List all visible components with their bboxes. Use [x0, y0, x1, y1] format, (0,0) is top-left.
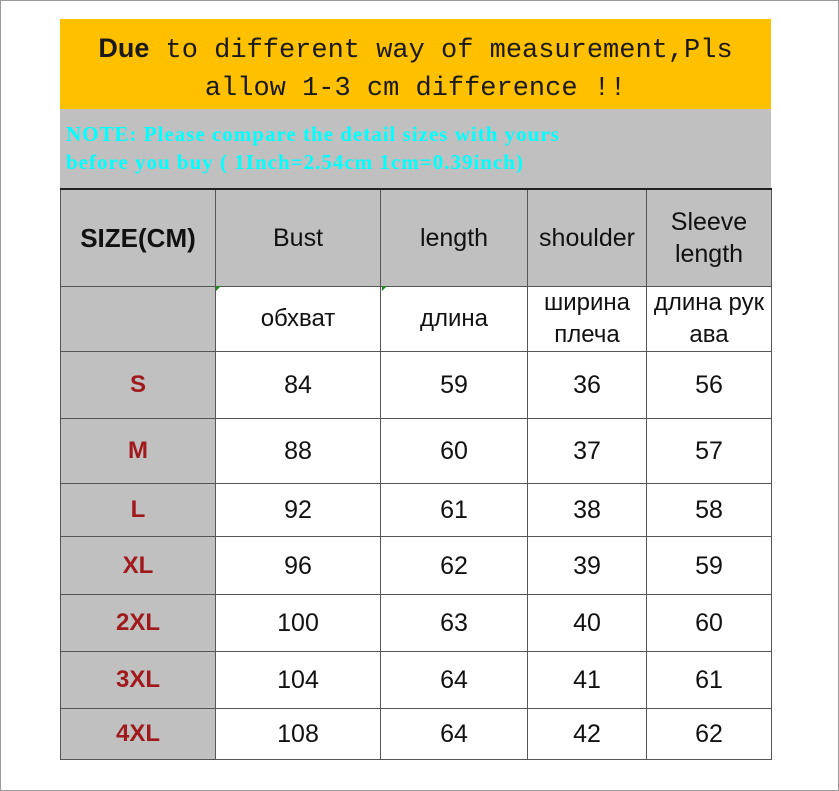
shoulder-value: 38: [528, 484, 647, 537]
table-row: [61, 419, 772, 484]
banner-lead-word: Due: [98, 33, 150, 63]
length-value: 64: [381, 709, 528, 760]
shoulder-value: 37: [528, 419, 647, 484]
bust-value: 92: [216, 484, 381, 537]
sleeve-length-value: 59: [647, 537, 772, 595]
length-value: 61: [381, 484, 528, 537]
table-row: [61, 652, 772, 709]
bust-value: 104: [216, 652, 381, 709]
russian-sleeve-length-text: длина рукава: [653, 289, 765, 348]
header-sleeve-length: [647, 189, 772, 287]
table-row: [61, 484, 772, 537]
russian-length: длина: [381, 287, 528, 352]
sleeve-length-value: 57: [647, 419, 772, 484]
shoulder-value: 36: [528, 352, 647, 419]
note-line-2: before you buy ( 1Inch=2.54cm 1cm=0.39inch): [66, 150, 524, 174]
header-bust: Bust: [216, 189, 381, 287]
shoulder-value: 42: [528, 709, 647, 760]
cell-comment-marker: [216, 286, 221, 291]
table-header-row: [61, 189, 772, 287]
shoulder-value: 40: [528, 595, 647, 652]
sleeve-length-value: 58: [647, 484, 772, 537]
header-size: SIZE(CM): [61, 189, 216, 287]
length-value: 64: [381, 652, 528, 709]
length-value: 60: [381, 419, 528, 484]
header-sleeve-length-text: Sleeve length: [670, 208, 748, 268]
table-row: [61, 537, 772, 595]
russian-shoulder-text: ширина плеча: [543, 289, 630, 348]
size-label: 2XL: [61, 595, 216, 652]
size-compare-note: [60, 109, 771, 188]
bust-value: 84: [216, 352, 381, 419]
length-value: 63: [381, 595, 528, 652]
bust-value: 108: [216, 709, 381, 760]
shoulder-value: 39: [528, 537, 647, 595]
header-shoulder: shoulder: [528, 189, 647, 287]
table-row: [61, 352, 772, 419]
table-row: [61, 709, 772, 760]
length-value: 59: [381, 352, 528, 419]
header-length: length: [381, 189, 528, 287]
bust-value: 96: [216, 537, 381, 595]
shoulder-value: 41: [528, 652, 647, 709]
russian-shoulder: [528, 287, 647, 352]
size-label: M: [61, 419, 216, 484]
sleeve-length-value: 60: [647, 595, 772, 652]
size-label: L: [61, 484, 216, 537]
table-row: [61, 595, 772, 652]
sleeve-length-value: 61: [647, 652, 772, 709]
size-table: [60, 188, 772, 760]
banner-line-1-rest: to different way of measurement,Pls: [149, 36, 733, 66]
cell-comment-marker: [382, 286, 387, 291]
size-label: 3XL: [61, 652, 216, 709]
size-label: S: [61, 352, 216, 419]
bust-value: 88: [216, 419, 381, 484]
measurement-warning-banner: [60, 19, 771, 109]
sleeve-length-value: 62: [647, 709, 772, 760]
size-label: XL: [61, 537, 216, 595]
banner-line-2: allow 1-3 cm difference !!: [204, 74, 627, 104]
size-chart: [60, 19, 771, 759]
sleeve-length-value: 56: [647, 352, 772, 419]
banner-line-1: [60, 29, 771, 70]
note-line-1: NOTE: Please compare the detail sizes with yours: [66, 122, 560, 146]
size-label: 4XL: [61, 709, 216, 760]
table-russian-row: [61, 287, 772, 352]
russian-bust: обхват: [216, 287, 381, 352]
russian-size-cell: [61, 287, 216, 352]
length-value: 62: [381, 537, 528, 595]
russian-sleeve-length: [647, 287, 772, 352]
bust-value: 100: [216, 595, 381, 652]
